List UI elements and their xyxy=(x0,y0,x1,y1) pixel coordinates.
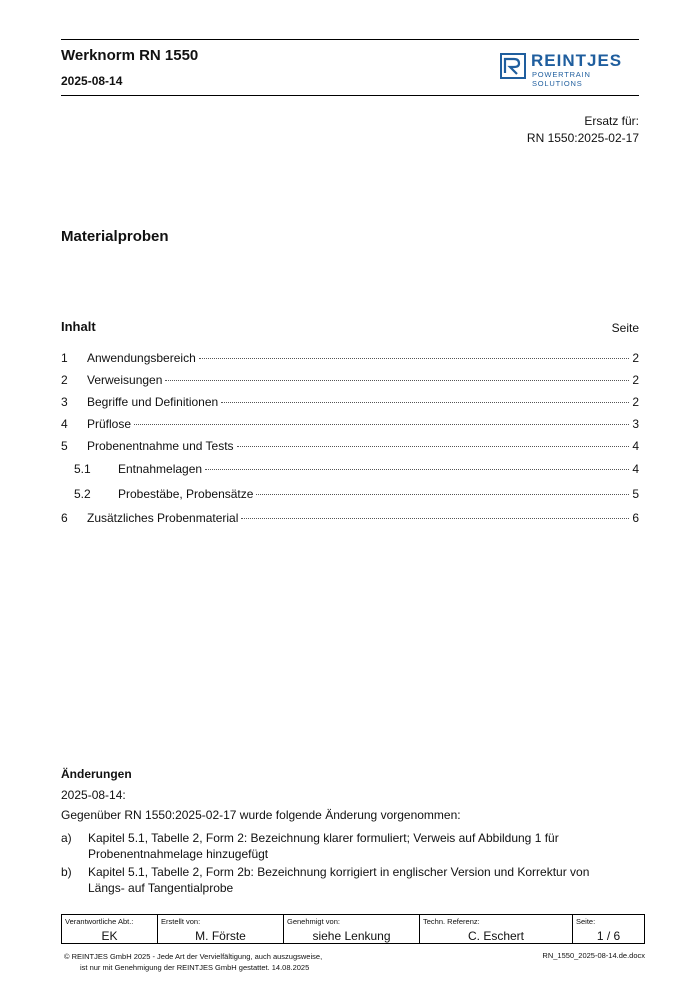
change-item xyxy=(61,830,651,862)
toc-entry-title: Probestäbe, Probensätze xyxy=(118,487,254,501)
toc-entry[interactable] xyxy=(61,487,639,503)
changes-intro: Gegenüber RN 1550:2025-02-17 wurde folgende Änderung vorgenommen: xyxy=(61,808,461,822)
toc-entry-page: 4 xyxy=(632,439,639,453)
toc-entry-page: 2 xyxy=(632,351,639,365)
document-date: 2025-08-14 xyxy=(61,74,123,88)
toc-entry[interactable] xyxy=(61,395,639,411)
replacement-note xyxy=(527,113,639,147)
main-title: Materialproben xyxy=(61,228,169,245)
change-item-text: Kapitel 5.1, Tabelle 2, Form 2b: Bezeichnung korrigiert in englischer Version und Korrektur von Längs- auf Tangentialprobe xyxy=(88,865,590,895)
toc-entry-page: 2 xyxy=(632,373,639,387)
cell-value: C. Eschert xyxy=(467,929,524,943)
changes-list xyxy=(61,830,651,896)
page-cell xyxy=(573,915,644,943)
toc-leader-dots xyxy=(256,494,629,495)
toc-entry-title: Begriffe und Definitionen xyxy=(87,395,219,409)
document-title: Werknorm RN 1550 xyxy=(61,47,199,64)
toc-entry-title: Entnahmelagen xyxy=(118,462,203,476)
change-item-label: b) xyxy=(61,865,72,879)
tech-reference-cell xyxy=(420,915,573,943)
cell-label: Seite: xyxy=(576,917,596,926)
toc-entry-page: 4 xyxy=(632,462,639,476)
header-top-rule xyxy=(61,39,639,40)
toc-entry-title: Verweisungen xyxy=(87,373,163,387)
changes-heading: Änderungen xyxy=(61,767,132,781)
toc-heading: Inhalt xyxy=(61,319,96,334)
change-item-label: a) xyxy=(61,831,72,845)
replacement-value: RN 1550:2025-02-17 xyxy=(526,131,639,145)
cell-label: Erstellt von: xyxy=(161,917,201,926)
copyright-notice xyxy=(64,951,322,973)
logo-mark-icon xyxy=(500,53,526,79)
toc-entry-title: Anwendungsbereich xyxy=(87,351,196,365)
toc-entry-title: Zusätzliches Probenmaterial xyxy=(87,511,239,525)
cell-value: siehe Lenkung xyxy=(312,929,391,943)
reintjes-logo xyxy=(500,51,640,88)
toc-entry-page: 3 xyxy=(632,417,639,431)
toc-leader-dots xyxy=(205,469,629,470)
toc-leader-dots xyxy=(165,380,629,381)
cell-label: Verantwortliche Abt.: xyxy=(65,917,134,926)
cell-label: Techn. Referenz: xyxy=(423,917,480,926)
changes-section xyxy=(61,767,651,898)
toc-leader-dots xyxy=(199,358,630,359)
toc-entry[interactable] xyxy=(61,511,639,527)
changes-date: 2025-08-14: xyxy=(61,788,126,802)
toc-entry-number: 6 xyxy=(61,511,68,525)
toc-entry-title: Probenentnahme und Tests xyxy=(87,439,234,453)
toc-leader-dots xyxy=(134,424,629,425)
approval-table xyxy=(61,914,645,944)
toc-entry[interactable] xyxy=(61,439,639,455)
toc-entry-page: 5 xyxy=(632,487,639,501)
replacement-label: Ersatz für: xyxy=(584,114,639,128)
approved-by-cell xyxy=(284,915,420,943)
logo-wordmark: REINTJES xyxy=(531,51,623,70)
toc-entry-number: 2 xyxy=(61,373,68,387)
toc-leader-dots xyxy=(221,402,629,403)
file-name: RN_1550_2025-08-14.de.docx xyxy=(542,951,645,960)
toc-entry[interactable] xyxy=(61,417,639,433)
toc-entry-number: 1 xyxy=(61,351,68,365)
toc-entry[interactable] xyxy=(61,373,639,389)
toc-page-label: Seite xyxy=(611,321,639,335)
toc-entry-page: 6 xyxy=(632,511,639,525)
change-item-text: Kapitel 5.1, Tabelle 2, Form 2: Bezeichnung klarer formuliert; Verweis auf Abbildung 1 für Probenentnahmelage hinzugefügt xyxy=(88,831,559,861)
header-bottom-rule xyxy=(61,95,639,96)
logo-tagline: POWERTRAIN SOLUTIONS xyxy=(532,70,591,88)
toc-entry-number: 3 xyxy=(61,395,68,409)
change-item xyxy=(61,864,651,896)
cell-value: 1 / 6 xyxy=(596,929,621,943)
toc-entry-number: 4 xyxy=(61,417,68,431)
toc-entry-page: 2 xyxy=(632,395,639,409)
copyright-line: ist nur mit Genehmigung der REINTJES GmbH gestattet. 14.08.2025 xyxy=(80,963,310,972)
toc-entry[interactable] xyxy=(61,351,639,367)
toc-entry[interactable] xyxy=(61,462,639,478)
toc-entry-title: Prüflose xyxy=(87,417,132,431)
toc-leader-dots xyxy=(241,518,629,519)
cell-value: M. Förste xyxy=(195,929,246,943)
toc-leader-dots xyxy=(237,446,630,447)
toc-entry-number: 5 xyxy=(61,439,68,453)
toc-entry-number: 5.2 xyxy=(74,487,91,501)
toc-entry-number: 5.1 xyxy=(74,462,91,476)
responsible-dept-cell xyxy=(62,915,158,943)
cell-label: Genehmigt von: xyxy=(287,917,340,926)
copyright-line: © REINTJES GmbH 2025 - Jede Art der Vervielfältigung, auch auszugsweise, xyxy=(64,952,323,961)
cell-value: EK xyxy=(101,929,118,943)
created-by-cell xyxy=(158,915,284,943)
